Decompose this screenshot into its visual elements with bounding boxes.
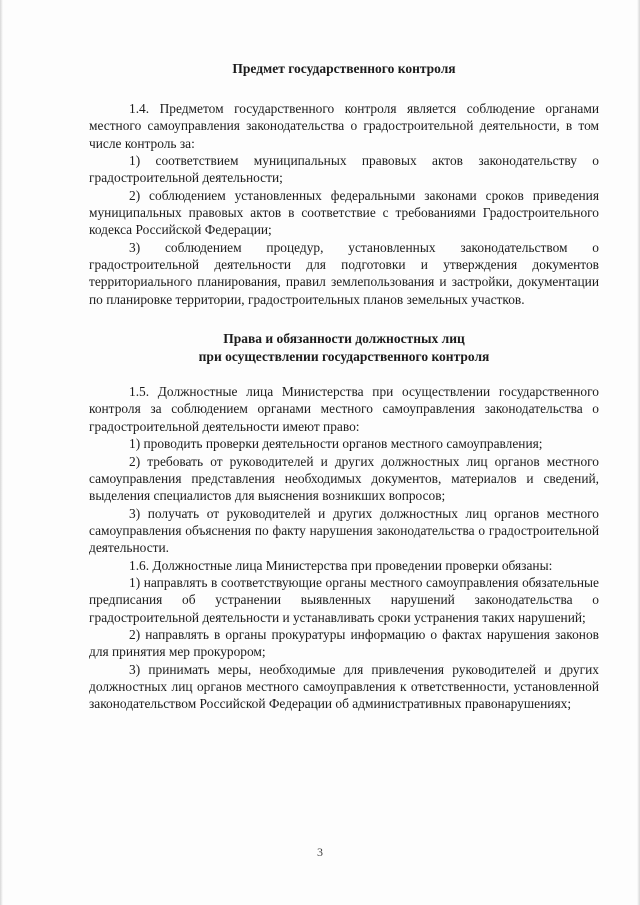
paragraph: 1) соответствием муниципальных правовых актов законодательству о градостроительной деятельности; <box>89 153 599 186</box>
paragraph: 1.5. Должностные лица Министерства при осуществлении государственного контроля за соблюдением органами местного самоуправления законодательства о градостроительной деятельности имеют право: <box>89 384 599 434</box>
paragraph: 2) направлять в органы прокуратуры информацию о фактах нарушения законов для принятия мер прокурором; <box>89 626 599 660</box>
scan-edge-left <box>0 0 3 905</box>
section-rights <box>89 383 599 713</box>
paragraph: 3) соблюдением процедур, установленных законодательством о градостроительной деятельности для подготовки и утверждения документов территориального планирования, правил землепользования и застройки, документации по планировке территории, градостроительных планов земельных участков. <box>89 239 599 307</box>
section-subject <box>89 100 599 308</box>
section-heading-rights-line1: Права и обязанности должностных лиц <box>223 331 465 347</box>
paragraph: 1.4. Предметом государственного контроля является соблюдение органами местного самоуправления законодательства о градостроительной деятельности, в том числе контроль за: <box>89 101 599 151</box>
section-heading-rights-line2: при осуществлении государственного контроля <box>198 349 490 365</box>
page-number: 3 <box>317 845 323 859</box>
document-body <box>89 60 599 713</box>
paragraph: 2) требовать от руководителей и других должностных лиц органов местного самоуправления представления необходимых документов, материалов и сведений, выделения специалистов для выяснения возникших вопросов; <box>89 453 599 504</box>
paragraph: 3) получать от руководителей и других должностных лиц органов местного самоуправления объяснения по факту нарушения законодательства о градостроительной деятельности. <box>89 505 599 556</box>
paragraph: 1) направлять в соответствующие органы местного самоуправления обязательные предписания об устранении выявленных нарушений законодательства о градостроительной деятельности и устанавливать сроки устранения таких нарушений; <box>89 574 599 625</box>
paragraph: 3) принимать меры, необходимые для привлечения руководителей и других должностных лиц органов местного самоуправления к ответственности, установленной законодательством Российской Федерации об административных правонарушениях; <box>89 661 599 712</box>
paragraph: 1.6. Должностные лица Министерства при проведении проверки обязаны: <box>129 557 553 573</box>
paragraph: 2) соблюдением установленных федеральными законами сроков приведения муниципальных правовых актов в соответствие с требованиями Градостроительного кодекса Российской Федерации; <box>89 187 599 238</box>
paragraph: 1) проводить проверки деятельности органов местного самоуправления; <box>129 436 543 452</box>
section-heading-subject: Предмет государственного контроля <box>232 61 456 76</box>
